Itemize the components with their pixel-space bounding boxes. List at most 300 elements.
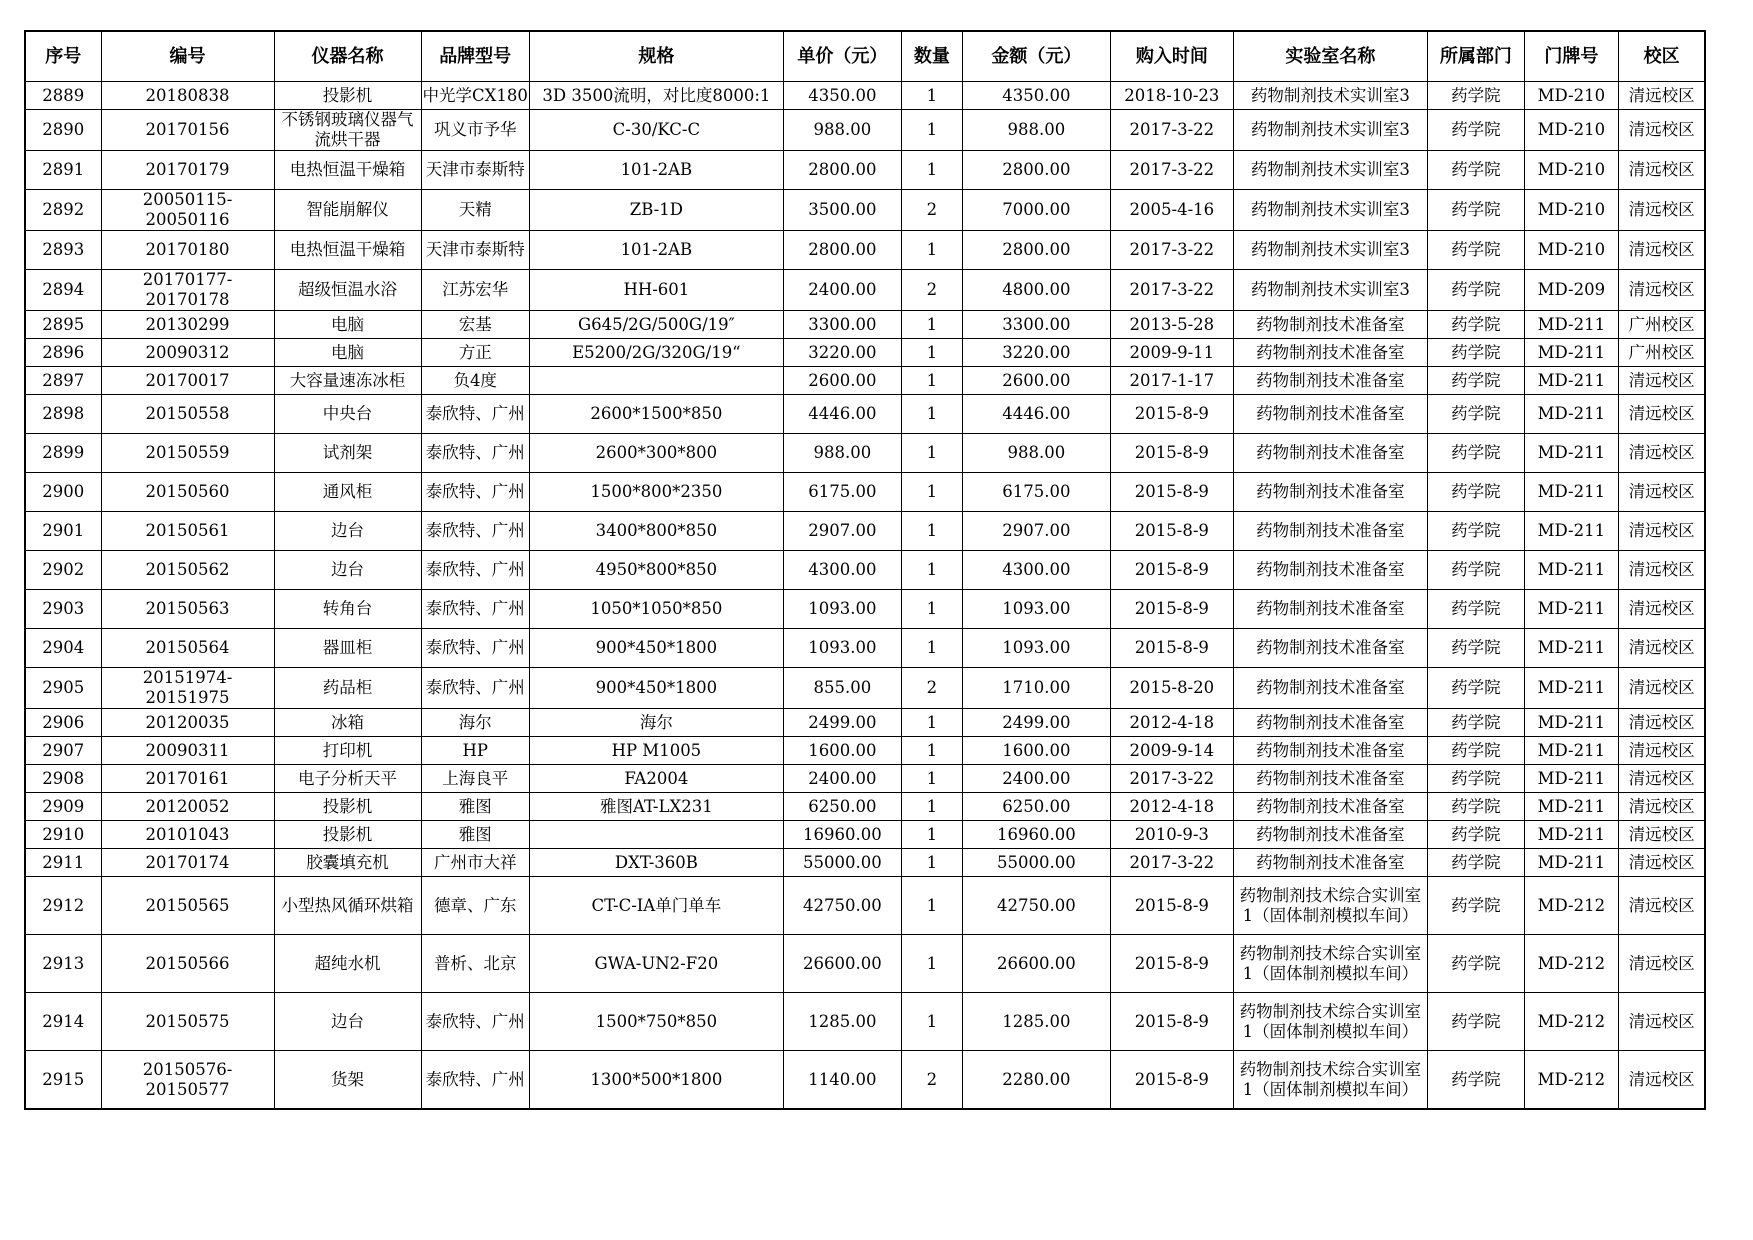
cell-unit-price [783,82,901,110]
cell-text: 2600.00 [808,370,877,390]
cell-text: 2017-3-22 [1129,120,1215,139]
cell-amount [962,395,1110,434]
table-row [25,849,1705,877]
cell-spec [529,367,783,395]
cell-quantity [901,473,962,512]
cell-campus [1618,551,1705,590]
cell-text: 2015-8-9 [1134,599,1209,618]
cell-department [1427,793,1524,821]
cell-text: 2018-10-23 [1124,85,1220,105]
cell-amount [962,367,1110,395]
cell-instrument-name [274,473,421,512]
cell-campus [1618,935,1705,993]
cell-text: 1 [926,240,938,259]
cell-spec [529,993,783,1051]
cell-campus [1618,668,1705,709]
cell-text: 清远校区 [1628,482,1695,501]
cell-text: 泰欣特、广州 [425,1069,525,1089]
cell-unit-price [783,473,901,512]
cell-text: 药物制剂技术实训室3 [1250,160,1410,179]
cell-text: 7000.00 [1002,200,1071,219]
cell-text: 清远校区 [1628,895,1695,915]
cell-text: 药物制剂技术准备室 [1256,678,1405,697]
cell-department [1427,512,1524,551]
cell-room-no [1524,231,1618,270]
cell-text: 20151974-20151975 [142,668,233,707]
cell-room-no [1524,629,1618,668]
cell-text: 20090312 [145,342,230,362]
cell-text: 20120035 [145,712,230,732]
cell-text: 1300*500*1800 [590,1069,723,1089]
cell-campus [1618,434,1705,473]
cell-text: 泰欣特、广州 [425,638,525,657]
cell-campus [1618,473,1705,512]
cell-text: 边台 [331,521,364,540]
table-row [25,110,1705,151]
cell-text: 中央台 [322,404,373,423]
cell-campus [1618,367,1705,395]
cell-seq [25,151,101,190]
cell-instrument-name [274,709,421,737]
cell-text: 20170174 [145,852,230,872]
cell-amount [962,877,1110,935]
cell-brand-model [421,512,529,551]
cell-asset-no [101,668,274,709]
cell-instrument-name [274,1051,421,1110]
cell-text: C-30/KC-C [612,120,701,139]
cell-amount [962,821,1110,849]
cell-lab-name [1233,668,1427,709]
cell-text: 20101043 [145,824,230,844]
cell-text: 1500*750*850 [595,1011,718,1031]
cell-text: 药物制剂技术准备室 [1256,482,1405,501]
cell-unit-price [783,270,901,311]
cell-purchase-date [1110,935,1233,993]
cell-text: 清远校区 [1628,160,1695,179]
cell-text: 药学院 [1451,404,1501,423]
cell-text: 不锈钢玻璃仪器气流烘干器 [281,110,414,149]
cell-spec [529,434,783,473]
cell-text: 2017-3-22 [1129,768,1215,788]
cell-campus [1618,765,1705,793]
cell-brand-model [421,231,529,270]
cell-seq [25,231,101,270]
cell-text: 广州市大祥 [433,852,517,872]
cell-text: 2906 [42,712,85,732]
cell-seq [25,339,101,367]
cell-amount [962,993,1110,1051]
cell-instrument-name [274,434,421,473]
cell-asset-no [101,151,274,190]
cell-text: 2908 [42,768,85,788]
cell-text: 胶囊填充机 [306,852,389,872]
cell-campus [1618,821,1705,849]
cell-brand-model [421,395,529,434]
cell-brand-model [421,821,529,849]
cell-unit-price [783,151,901,190]
cell-text: 1600.00 [1002,740,1071,760]
cell-text: 药物制剂技术准备室 [1256,342,1405,362]
cell-text: 1093.00 [808,599,877,618]
header-instrument-name: 仪器名称 [274,31,421,82]
cell-text: 1 [926,638,938,657]
cell-text: 药物制剂技术准备室 [1256,404,1405,423]
cell-purchase-date [1110,709,1233,737]
cell-text: 泰欣特、广州 [425,678,525,697]
cell-text: 1050*1050*850 [590,599,723,618]
cell-text: MD-211 [1537,638,1606,657]
cell-unit-price [783,190,901,231]
cell-purchase-date [1110,512,1233,551]
cell-text: 2400.00 [808,280,877,299]
cell-text: 2015-8-9 [1134,1011,1209,1031]
cell-text: 2889 [42,85,85,105]
cell-text: 55000.00 [803,852,882,872]
cell-seq [25,473,101,512]
cell-text: 1093.00 [1002,599,1071,618]
cell-campus [1618,849,1705,877]
cell-lab-name [1233,935,1427,993]
cell-text: 大容量速冻冰柜 [289,370,406,390]
cell-brand-model [421,82,529,110]
cell-text: 2907.00 [808,521,877,540]
cell-campus [1618,231,1705,270]
table-row [25,395,1705,434]
cell-text: 1 [926,1011,938,1031]
cell-unit-price [783,590,901,629]
cell-purchase-date [1110,231,1233,270]
cell-text: 2800.00 [808,240,877,259]
cell-lab-name [1233,395,1427,434]
cell-text: 2600.00 [1002,370,1071,390]
cell-text: 药物制剂技术准备室 [1256,370,1405,390]
cell-lab-name [1233,590,1427,629]
cell-room-no [1524,849,1618,877]
cell-text: MD-211 [1537,768,1606,788]
cell-text: 1 [926,482,938,501]
cell-room-no [1524,395,1618,434]
cell-text: 2499.00 [808,712,877,732]
cell-department [1427,877,1524,935]
cell-text: 2400.00 [1002,768,1071,788]
cell-text: 1 [926,895,938,915]
cell-lab-name [1233,849,1427,877]
cell-lab-name [1233,1051,1427,1110]
cell-campus [1618,993,1705,1051]
cell-amount [962,151,1110,190]
cell-text: 1093.00 [808,638,877,657]
cell-text: 1093.00 [1002,638,1071,657]
cell-text: 药物制剂技术准备室 [1256,599,1405,618]
cell-text: 20150563 [145,599,230,618]
cell-brand-model [421,737,529,765]
cell-quantity [901,668,962,709]
cell-room-no [1524,339,1618,367]
cell-department [1427,668,1524,709]
cell-text: 4300.00 [1002,560,1071,579]
cell-text: 988.00 [813,443,872,462]
cell-purchase-date [1110,473,1233,512]
cell-quantity [901,190,962,231]
cell-text: 药学院 [1451,796,1501,816]
cell-instrument-name [274,877,421,935]
cell-department [1427,1051,1524,1110]
cell-text: 清远校区 [1628,240,1695,259]
cell-room-no [1524,737,1618,765]
cell-text: 20180838 [145,85,230,105]
cell-department [1427,395,1524,434]
header-department: 所属部门 [1427,31,1524,82]
cell-department [1427,993,1524,1051]
cell-amount [962,793,1110,821]
cell-quantity [901,311,962,339]
cell-text: MD-211 [1537,599,1606,618]
cell-campus [1618,877,1705,935]
cell-seq [25,668,101,709]
cell-spec [529,512,783,551]
cell-department [1427,434,1524,473]
cell-text: 1 [926,560,938,579]
cell-spec [529,190,783,231]
cell-text: 4350.00 [1002,85,1071,105]
cell-text: 超纯水机 [314,953,381,973]
cell-text: 20170177-20170178 [142,270,233,309]
cell-text: CT-C-IA单门单车 [591,895,722,915]
cell-text: 超级恒温水浴 [298,280,397,299]
cell-text: 2015-8-20 [1129,678,1215,697]
cell-text: MD-211 [1537,370,1606,390]
header-asset-no: 编号 [101,31,274,82]
cell-department [1427,849,1524,877]
cell-text: 3300.00 [1002,314,1071,334]
cell-room-no [1524,993,1618,1051]
table-row [25,82,1705,110]
cell-text: 药物制剂技术实训室3 [1250,85,1410,105]
table-row [25,151,1705,190]
cell-text: 2890 [42,120,85,139]
cell-department [1427,110,1524,151]
cell-text: 药学院 [1451,824,1501,844]
header-lab-name: 实验室名称 [1233,31,1427,82]
cell-text: 投影机 [322,796,373,816]
header-spec: 规格 [529,31,783,82]
cell-text: 药物制剂技术准备室 [1256,768,1405,788]
cell-purchase-date [1110,993,1233,1051]
cell-spec [529,339,783,367]
cell-text: 药物制剂技术实训室3 [1250,280,1410,299]
cell-text: 器皿柜 [322,638,373,657]
cell-seq [25,512,101,551]
cell-asset-no [101,110,274,151]
cell-text: 6250.00 [808,796,877,816]
cell-purchase-date [1110,311,1233,339]
cell-department [1427,339,1524,367]
cell-text: 2910 [42,824,85,844]
cell-campus [1618,110,1705,151]
cell-spec [529,629,783,668]
cell-unit-price [783,339,901,367]
cell-room-no [1524,765,1618,793]
cell-lab-name [1233,765,1427,793]
cell-purchase-date [1110,629,1233,668]
cell-text: 2015-8-9 [1134,404,1209,423]
cell-text: 16960.00 [997,824,1076,844]
cell-text: 2015-8-9 [1134,521,1209,540]
cell-campus [1618,82,1705,110]
cell-campus [1618,512,1705,551]
cell-text: 试剂架 [322,443,373,462]
cell-text: 药学院 [1451,953,1501,973]
cell-quantity [901,877,962,935]
cell-spec [529,709,783,737]
cell-text: 6250.00 [1002,796,1071,816]
cell-brand-model [421,270,529,311]
cell-amount [962,270,1110,311]
cell-text: 清远校区 [1628,796,1695,816]
cell-text: 药学院 [1451,370,1501,390]
cell-text: G645/2G/500G/19″ [577,314,735,334]
cell-text: 药物制剂技术准备室 [1256,796,1405,816]
cell-unit-price [783,737,901,765]
cell-text: 天精 [458,200,492,219]
cell-text: 3300.00 [808,314,877,334]
cell-text: 2800.00 [1002,160,1071,179]
cell-room-no [1524,551,1618,590]
cell-text: 智能崩解仪 [306,200,389,219]
cell-text: 泰欣特、广州 [425,521,525,540]
cell-brand-model [421,110,529,151]
cell-text: 投影机 [322,85,373,105]
cell-spec [529,849,783,877]
cell-text: 边台 [331,560,364,579]
cell-text: 20050115-20050116 [142,190,233,229]
cell-text: 2900 [42,482,85,501]
cell-text: 101-2AB [620,160,693,179]
cell-text: 1 [926,953,938,973]
cell-text: 1710.00 [1002,678,1071,697]
cell-text: GWA-UN2-F20 [594,953,719,973]
cell-amount [962,1051,1110,1110]
cell-seq [25,709,101,737]
cell-unit-price [783,821,901,849]
cell-room-no [1524,270,1618,311]
cell-amount [962,668,1110,709]
cell-spec [529,793,783,821]
cell-text: 清远校区 [1628,1011,1695,1031]
cell-text: 广州校区 [1628,342,1695,362]
cell-brand-model [421,935,529,993]
cell-text: ZB-1D [629,200,683,219]
header-unit-price: 单价（元） [783,31,901,82]
cell-text: 清远校区 [1628,120,1695,139]
cell-lab-name [1233,110,1427,151]
cell-spec [529,877,783,935]
cell-lab-name [1233,793,1427,821]
cell-text: 20150562 [145,560,230,579]
cell-text: 988.00 [1007,120,1066,139]
cell-text: 药物制剂技术准备室 [1256,560,1405,579]
cell-lab-name [1233,82,1427,110]
table-row [25,512,1705,551]
cell-text: 上海良平 [442,768,509,788]
cell-department [1427,473,1524,512]
cell-room-no [1524,367,1618,395]
cell-asset-no [101,367,274,395]
cell-text: 988.00 [813,120,872,139]
cell-text: 20120052 [145,796,230,816]
cell-text: 药物制剂技术综合实训室1（固体制剂模拟车间） [1239,943,1422,983]
cell-unit-price [783,231,901,270]
cell-text: 20150564 [145,638,230,657]
cell-text: MD-211 [1537,404,1606,423]
table-row [25,473,1705,512]
cell-purchase-date [1110,551,1233,590]
cell-room-no [1524,709,1618,737]
cell-text: 雅图 [458,824,492,844]
cell-unit-price [783,668,901,709]
cell-text: 泰欣特、广州 [425,1011,525,1031]
cell-text: MD-211 [1537,740,1606,760]
cell-purchase-date [1110,668,1233,709]
cell-text: 2013-5-28 [1129,314,1215,334]
cell-text: 电子分析天平 [298,768,397,788]
cell-text: 4446.00 [1002,404,1071,423]
cell-text: 打印机 [322,740,373,760]
cell-spec [529,311,783,339]
cell-text: 2 [926,280,938,299]
cell-text: 1 [926,852,938,872]
cell-amount [962,110,1110,151]
cell-text: 2800.00 [1002,240,1071,259]
cell-text: 2914 [42,1011,85,1031]
cell-brand-model [421,551,529,590]
cell-seq [25,395,101,434]
cell-purchase-date [1110,151,1233,190]
cell-text: 2911 [42,852,85,872]
cell-spec [529,821,783,849]
cell-department [1427,311,1524,339]
cell-text: 清远校区 [1628,560,1695,579]
cell-text: 26600.00 [997,953,1076,973]
cell-text: 投影机 [322,824,373,844]
table-row [25,339,1705,367]
cell-spec [529,590,783,629]
cell-text: 2017-3-22 [1129,852,1215,872]
cell-text: MD-212 [1537,1011,1606,1031]
cell-text: 药学院 [1451,560,1501,579]
cell-brand-model [421,765,529,793]
cell-campus [1618,395,1705,434]
table-row [25,821,1705,849]
cell-lab-name [1233,367,1427,395]
table-row [25,551,1705,590]
cell-room-no [1524,82,1618,110]
cell-text: 清远校区 [1628,824,1695,844]
cell-text: 清远校区 [1628,712,1695,732]
cell-text: 货架 [331,1069,364,1089]
cell-asset-no [101,551,274,590]
cell-text: 清远校区 [1628,638,1695,657]
cell-unit-price [783,629,901,668]
cell-text: 1600.00 [808,740,877,760]
cell-text: 清远校区 [1628,678,1695,697]
cell-brand-model [421,151,529,190]
cell-text: 26600.00 [803,953,882,973]
cell-seq [25,793,101,821]
cell-text: 2913 [42,953,85,973]
cell-text: 泰欣特、广州 [425,599,525,618]
cell-room-no [1524,668,1618,709]
